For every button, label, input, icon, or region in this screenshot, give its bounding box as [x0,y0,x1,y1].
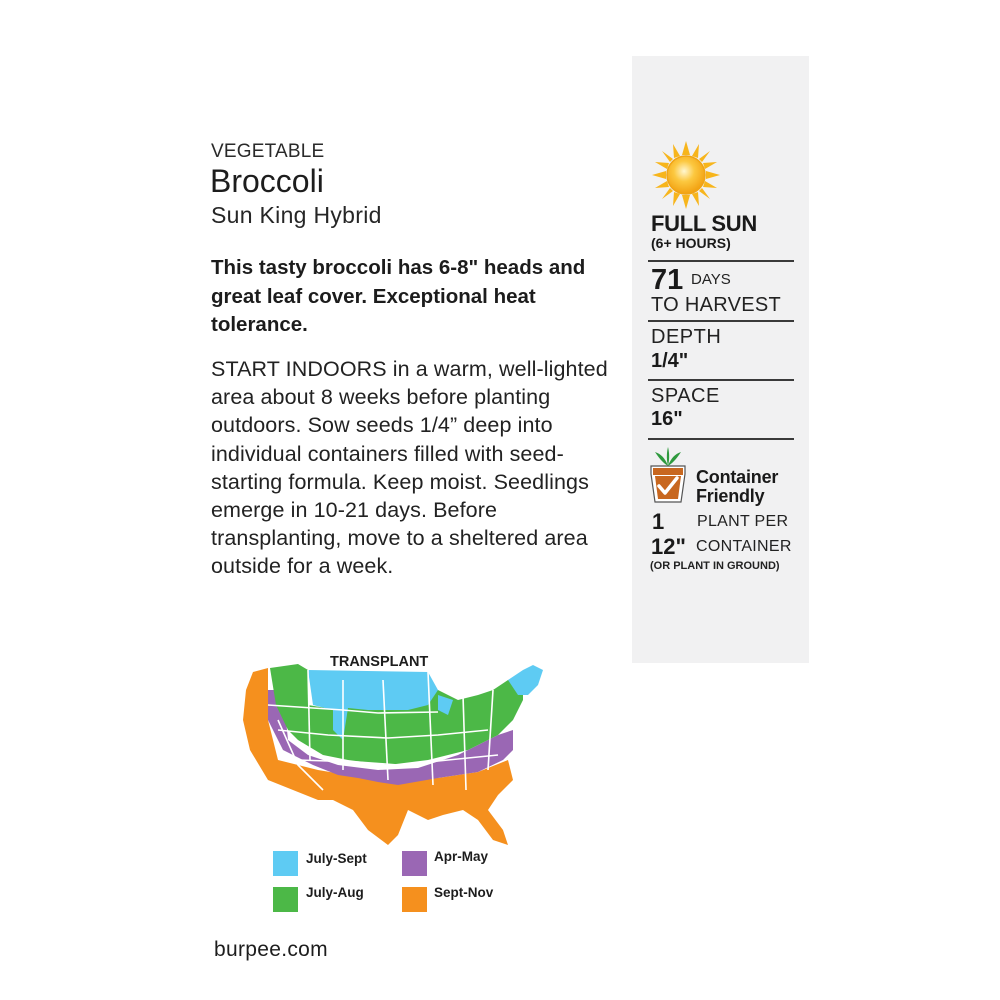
to-harvest-label: TO HARVEST [651,294,782,316]
growing-instructions: START INDOORS in a warm, well-lighted area about 8 weeks before planting outdoors. Sow seeds 1/4” deep into individual containers filled with seed-starting formula. Keep moist. Seedlings emerge in 10-21 days. Before transplanting, move to a sheltered area outside for a week. [211,357,608,579]
container-label-line2: Friendly [696,486,765,506]
plant-count: 1 [652,509,665,534]
product-title: Broccoli [210,163,324,199]
depth-label: DEPTH [651,326,722,348]
legend-swatch-july-sept [273,851,298,876]
divider [648,320,794,322]
lead-description: This tasty broccoli has 6-8" heads and great leaf cover. Exceptional heat tolerance. [211,256,586,336]
transplant-zone-map [238,660,548,850]
container-label-line1: Container [696,467,779,487]
sun-requirement: FULL SUN [651,211,757,236]
legend-label-july-sept: July-Sept [306,851,367,866]
legend-swatch-apr-may [402,851,427,876]
divider [648,438,794,440]
depth-value: 1/4" [651,350,689,372]
plant-in-ground-note: (OR PLANT IN GROUND) [650,560,780,572]
map-title: TRANSPLANT [330,654,429,670]
legend-label-sept-nov: Sept-Nov [434,885,494,900]
sun-icon [652,141,720,209]
category-label: VEGETABLE [211,141,325,162]
plant-per-label: PLANT PER [697,513,789,530]
space-label: SPACE [651,385,720,407]
legend-label-apr-may: Apr-May [434,849,489,864]
container-friendly-label [696,468,778,506]
days-unit: DAYS [691,271,731,288]
space-value: 16" [651,408,683,430]
divider [648,379,794,381]
container-pot-icon [645,446,691,506]
container-size: 12" [651,534,686,559]
legend-swatch-july-aug [273,887,298,912]
container-label: CONTAINER [696,538,792,555]
sun-hours: (6+ HOURS) [651,235,731,251]
variety-name: Sun King Hybrid [211,202,382,228]
website-link[interactable]: burpee.com [214,938,328,961]
legend-swatch-sept-nov [402,887,427,912]
days-to-harvest-number: 71 [651,264,684,296]
divider [648,260,794,262]
legend-label-july-aug: July-Aug [306,885,364,900]
